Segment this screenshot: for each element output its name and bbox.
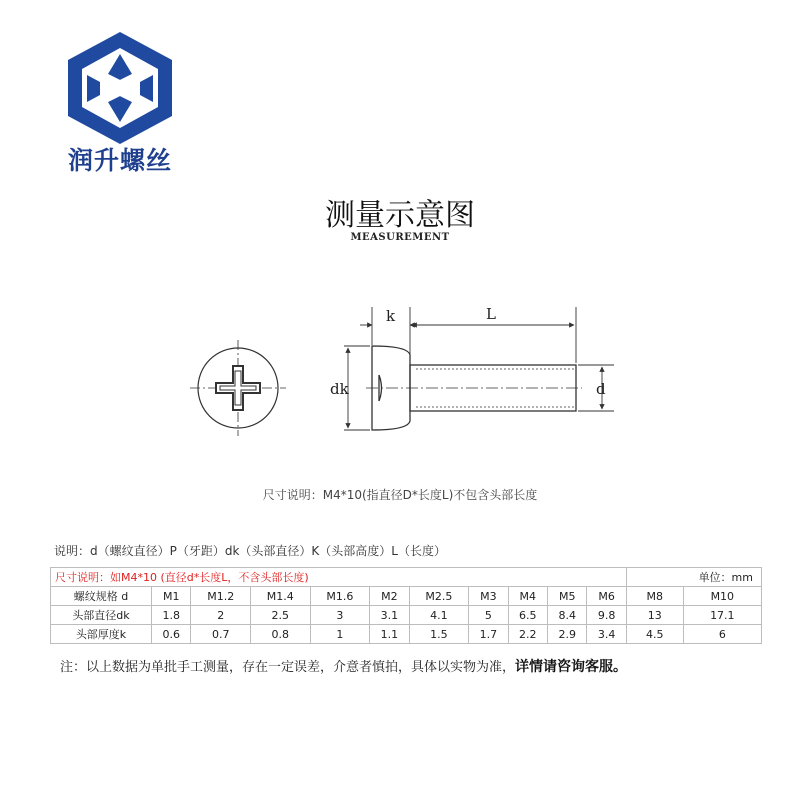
row-label: 头部直径dk [51,606,152,625]
table-cell: 13 [626,606,683,625]
table-cell: 1.1 [370,625,409,644]
table-red-note: 尺寸说明：如M4*10 (直径d*长度L，不含头部长度) [51,568,627,587]
screw-side-view [366,346,582,430]
table-cell: 0.8 [251,625,311,644]
footnote-emphasis: 详情请咨询客服。 [515,659,628,675]
dimension-label-dk: dk [330,380,349,398]
table-cell: 1.7 [469,625,508,644]
table-cell: 4.5 [626,625,683,644]
table-cell: 3.4 [587,625,626,644]
table-cell: 0.6 [152,625,191,644]
page-title: 测量示意图 [325,198,475,233]
size-note: 尺寸说明：M4*10(指直径D*长度L)不包含头部长度 [262,488,538,502]
row-label: 头部厚度k [51,625,152,644]
dimension-label-k: k [386,307,396,325]
table-cell: M5 [548,587,587,606]
table-cell: M3 [469,587,508,606]
table-cell: 6.5 [508,606,547,625]
table-cell: 0.7 [191,625,251,644]
table-cell: 2.9 [548,625,587,644]
table-cell: M1 [152,587,191,606]
footnote-text: 注：以上数据为单批手工测量，存在一定误差，介意者慎拍，具体以实物为准， [60,660,516,675]
footnote [60,656,627,676]
table-cell: M4 [508,587,547,606]
table-header-row [51,568,762,587]
table-cell: 1.5 [409,625,469,644]
table-cell: M8 [626,587,683,606]
dimension-label-L: L [486,305,496,323]
table-cell: 2.5 [251,606,311,625]
page-subtitle: MEASUREMENT [350,232,450,243]
table-cell: 2 [191,606,251,625]
table-cell: 8.4 [548,606,587,625]
table-cell: 17.1 [683,606,761,625]
legend-text: 说明：d（螺纹直径）P（牙距）dk（头部直径）K（头部高度）L（长度） [54,544,446,558]
table-cell: M6 [587,587,626,606]
row-label: 螺纹规格 d [51,587,152,606]
table-cell: 1.8 [152,606,191,625]
brand-name: 润升螺丝 [67,146,172,175]
table-cell: M1.2 [191,587,251,606]
table-cell: 4.1 [409,606,469,625]
table-cell: M2 [370,587,409,606]
table-row [51,625,762,644]
table-cell: M1.6 [310,587,370,606]
table-unit: 单位：mm [626,568,761,587]
spec-table [50,567,762,644]
table-cell: M1.4 [251,587,311,606]
table-cell: 1 [310,625,370,644]
table-cell: M10 [683,587,761,606]
table-cell: 3.1 [370,606,409,625]
screw-top-view [190,340,286,436]
screw-measurement-diagram [180,295,620,445]
table-row [51,587,762,606]
table-cell: 9.8 [587,606,626,625]
dimension-label-d: d [596,380,606,398]
table-cell: 6 [683,625,761,644]
table-cell: 2.2 [508,625,547,644]
table-cell: 3 [310,606,370,625]
table-cell: M2.5 [409,587,469,606]
table-row [51,606,762,625]
table-cell: 5 [469,606,508,625]
